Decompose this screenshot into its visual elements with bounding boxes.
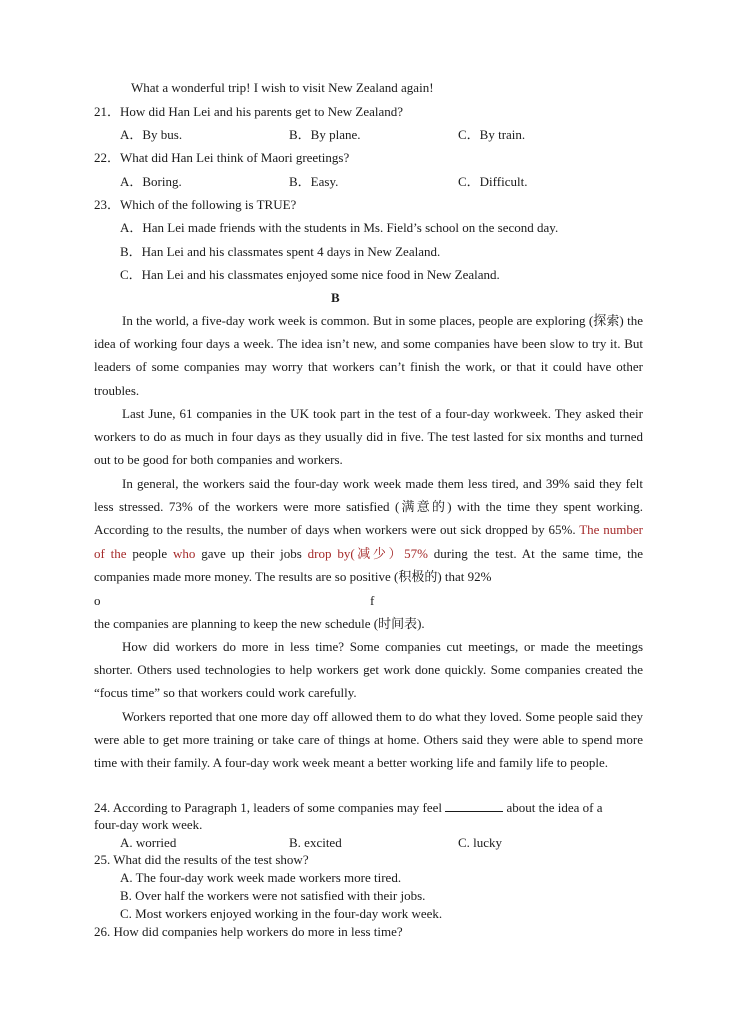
question-24-stem xyxy=(94,800,603,816)
paragraph-3-text-a: In general, the workers said the four-day work week made them less tired, and 39% said they felt less stressed. 73% of the workers were more satisfied (满意的) with the time they spent working. According to the results, the number of days when workers were out sick dropped by 65%. xyxy=(94,476,643,538)
paragraph-3-text-b: people xyxy=(126,545,173,561)
closing-line: What a wonderful trip! I wish to visit New Zealand again! xyxy=(131,80,434,95)
question-24-option-a: A. worried xyxy=(120,835,177,850)
question-21-option-b: B．By plane. xyxy=(289,127,361,142)
question-21-stem: 21．How did Han Lei and his parents get to New Zealand? xyxy=(94,104,404,119)
highlighted-phrase-3: drop by(减少）57% xyxy=(307,545,428,561)
question-23-option-c: C．Han Lei and his classmates enjoyed some nice food in New Zealand. xyxy=(120,267,500,282)
highlighted-phrase-2: who xyxy=(172,545,196,561)
question-24-blank xyxy=(445,800,503,812)
question-26-stem: 26. How did companies help workers do more in less time? xyxy=(94,924,403,939)
question-23-option-a: A．Han Lei made friends with the students in Ms. Field’s school on the second day. xyxy=(120,220,559,235)
stray-letter-f: f xyxy=(370,593,375,608)
passage-b-paragraph-3 xyxy=(94,472,643,588)
question-25-option-b: B. Over half the workers were not satisfied with their jobs. xyxy=(120,888,426,903)
question-22-option-a: A．Boring. xyxy=(120,174,182,189)
question-23-stem: 23．Which of the following is TRUE? xyxy=(94,197,297,212)
passage-b-paragraph-2: Last June, 61 companies in the UK took part in the test of a four-day workweek. They asked their workers to do as much in four days as they usually did in five. The test lasted for six months and turned out to be good for both companies and workers. xyxy=(94,406,643,468)
question-24-stem-continued: four-day work week. xyxy=(94,817,203,832)
question-24-option-c: C. lucky xyxy=(458,835,503,850)
question-24-text-2: about the idea of a xyxy=(506,800,603,815)
question-22-stem: 22．What did Han Lei think of Maori greetings? xyxy=(94,150,350,165)
question-23-option-b: B．Han Lei and his classmates spent 4 days in New Zealand. xyxy=(120,244,441,259)
question-21-option-c: C．By train. xyxy=(458,127,526,142)
question-25-stem: 25. What did the results of the test show? xyxy=(94,852,309,867)
question-25-option-a: A. The four-day work week made workers more tired. xyxy=(120,870,402,885)
question-24-text-1: 24. According to Paragraph 1, leaders of some companies may feel xyxy=(94,800,442,815)
passage-b-paragraph-4: How did workers do more in less time? Some companies cut meetings, or made the meetings shorter. Others used technologies to help workers get work done quickly. Some companies created the “focus time” so that workers could work carefully. xyxy=(94,639,643,701)
highlighted-phrase-1: The number of the xyxy=(94,522,644,561)
question-24-option-b: B. excited xyxy=(289,835,342,850)
question-22-option-c: C．Difficult. xyxy=(458,174,528,189)
paragraph-3-text-c: gave up their jobs xyxy=(195,545,308,561)
paragraph-3-text-d: during the test. At the same time, the companies made more money. The results are so positive (积极的) that 92% xyxy=(94,545,643,584)
passage-b-paragraph-1: In the world, a five-day work week is common. But in some places, people are exploring (探索) the idea of working four days a week. The idea isn’t new, and some companies have been slow to try it. But leaders of some companies may worry that workers can’t finish the work, or that it could have other troubles. xyxy=(94,313,643,398)
stray-letter-o: o xyxy=(94,593,101,608)
paragraph-3-final-line: the companies are planning to keep the new schedule (时间表). xyxy=(94,616,425,631)
question-21-option-a: A．By bus. xyxy=(120,127,183,142)
passage-b-paragraph-5: Workers reported that one more day off allowed them to do what they loved. Some people said they were able to get more training or take care of things at home. Others said they were able to spend more time with their family. A four-day work week meant a better working life and family life to people. xyxy=(94,709,643,771)
question-25-option-c: C. Most workers enjoyed working in the four-day work week. xyxy=(120,906,443,921)
question-22-option-b: B．Easy. xyxy=(289,174,339,189)
section-b-heading: B xyxy=(331,290,340,305)
